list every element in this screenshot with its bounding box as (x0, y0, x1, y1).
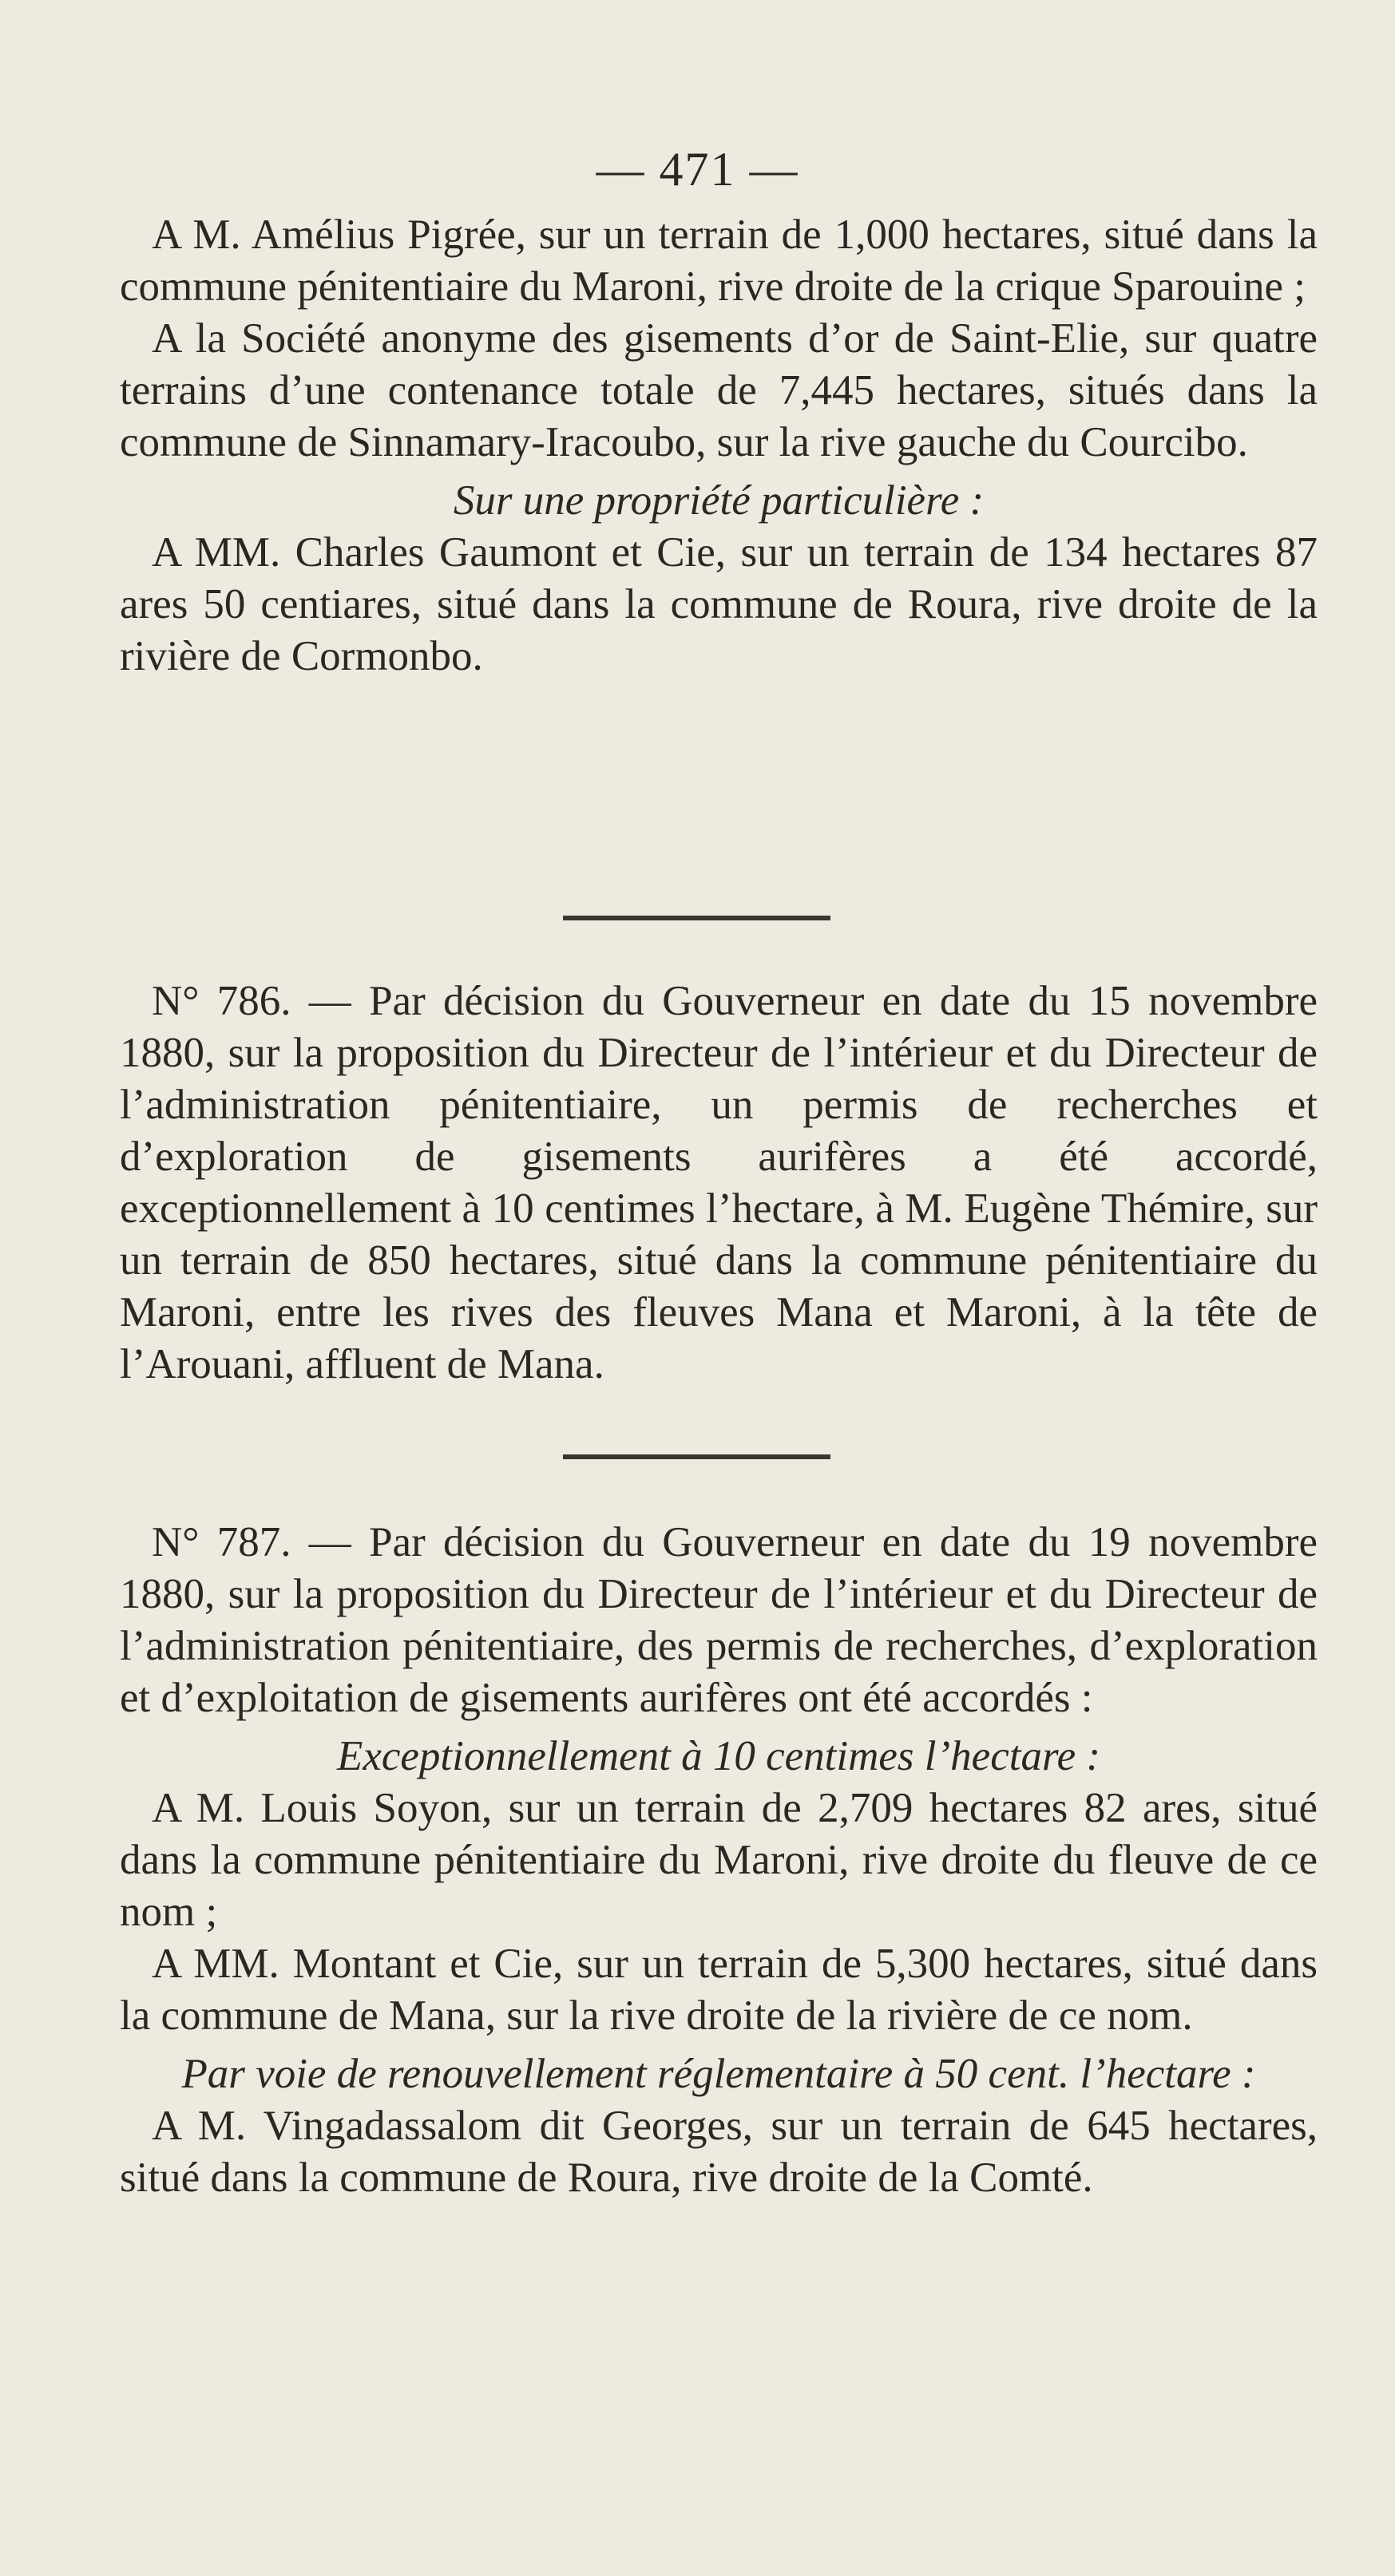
paragraph-786: N° 786. — Par décision du Gouverneur en date du 15 novembre 1880, sur la proposition du Directeur de l’intérieur et du Directeur de l’administration pénitentiaire, un permis de recherches et d’exploration de gisements aurifères a été accordé, exceptionnellement à 10 centimes l’hectare, à M. Eugène Thémire, sur un terrain de 850 hectares, situé dans la commune pénitentiaire du Maroni, entre les rives des fleuves Mana et Maroni, à la tête de l’Arouani, affluent de Mana. (120, 978, 1318, 1387)
separator-rule-2 (563, 1454, 830, 1459)
paragraph-saint-elie: A la Société anonyme des gisements d’or de Saint-Elie, sur quatre terrains d’une contenance totale de 7,445 hectares, situés dans la commune de Sinnamary-Iracoubo, sur la rive gauche du Courcibo. (120, 315, 1318, 465)
page-number: — 471 — (596, 143, 799, 196)
subheading-propriete: Sur une propriété particulière : (453, 477, 985, 524)
separator-rule-1 (563, 916, 830, 920)
section-786 (120, 975, 1318, 1391)
paragraph-pigree: A M. Amélius Pigrée, sur un terrain de 1,000 hectares, situé dans la commune pénitentiaire du Maroni, rive droite de la crique Sparouine ; (120, 212, 1318, 310)
section-concessions (120, 209, 1318, 683)
subheading-renouvellement: Par voie de renouvellement réglementaire à 50 cent. l’hectare : (181, 2051, 1256, 2097)
paragraph-montant: A MM. Montant et Cie, sur un terrain de 5,300 hectares, situé dans la commune de Mana, sur la rive droite de la rivière de ce nom. (120, 1941, 1318, 2039)
subheading-exceptionnellement: Exceptionnellement à 10 centimes l’hectare : (336, 1733, 1101, 1779)
paragraph-gaumont: A MM. Charles Gaumont et Cie, sur un terrain de 134 hectares 87 ares 50 centiares, situé dans la commune de Roura, rive droite de la rivière de Cormonbo. (120, 529, 1318, 679)
paragraph-soyon: A M. Louis Soyon, sur un terrain de 2,709 hectares 82 ares, situé dans la commune pénitentiaire du Maroni, rive droite du fleuve de ce nom ; (120, 1785, 1318, 1935)
section-787 (120, 1517, 1318, 2204)
paragraph-787: N° 787. — Par décision du Gouverneur en date du 19 novembre 1880, sur la proposition du Directeur de l’intérieur et du Directeur de l’administration pénitentiaire, des permis de recherches, d’exploration et d’exploitation de gisements aurifères ont été accordés : (120, 1519, 1318, 1721)
paragraph-vingadassalom: A M. Vingadassalom dit Georges, sur un terrain de 645 hectares, situé dans la commune de Roura, rive droite de la Comté. (120, 2103, 1318, 2201)
